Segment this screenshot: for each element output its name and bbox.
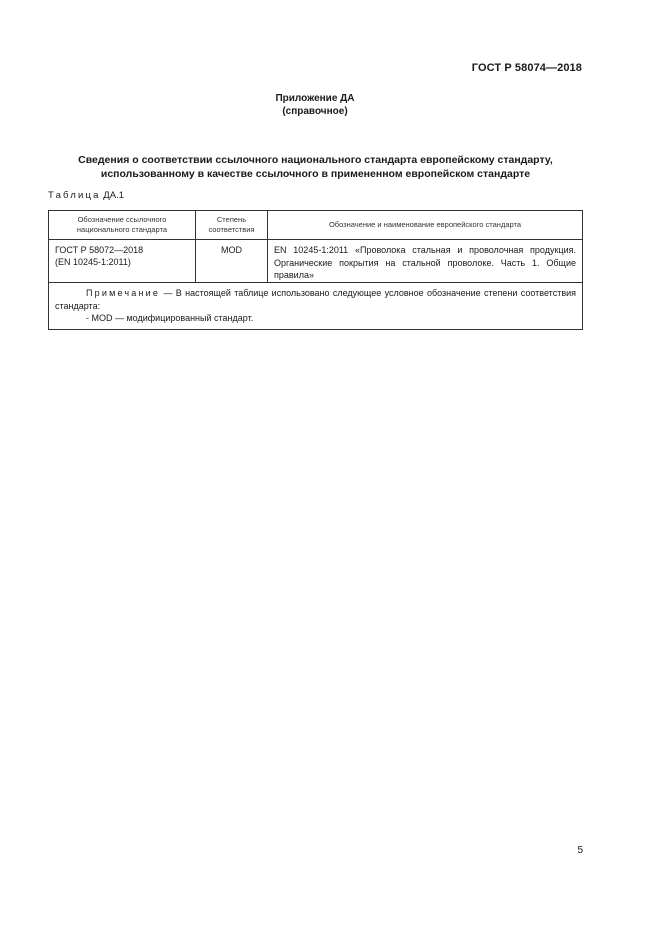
header-national-standard [49, 211, 196, 240]
table-caption-label: Таблица [48, 190, 101, 201]
annex-block [0, 92, 630, 118]
section-heading-line1: Сведения о соответствии ссылочного национального стандарта европейскому стандарту, [78, 154, 553, 166]
section-heading [48, 153, 583, 181]
annex-title: Приложение ДА [275, 93, 355, 104]
cell-degree: MOD [196, 240, 268, 283]
national-standard-equivalent: (EN 10245-1:2011) [55, 257, 131, 267]
table-row [49, 240, 583, 283]
note-body: — В настоящей таблице использовано следующее условное обозначение степени соответствия стандарта: [55, 288, 576, 311]
table-header-row [49, 211, 583, 240]
note-item: - MOD — модифицированный стандарт. [86, 313, 254, 323]
conformity-table [48, 210, 583, 330]
section-heading-line2: использованному в качестве ссылочного в примененном европейском стандарте [100, 168, 531, 180]
note-label: Примечание [86, 288, 161, 298]
annex-subtitle: (справочное) [282, 106, 348, 117]
table-note [49, 283, 583, 330]
national-standard-code: ГОСТ Р 58072—2018 [55, 245, 144, 255]
header-national-line2: национального стандарта [76, 225, 168, 234]
header-european-line1: Обозначение и наименование европейского стандарта [328, 220, 522, 229]
header-european-standard [268, 211, 583, 240]
header-national-line1: Обозначение ссылочного [77, 215, 167, 224]
table-caption-number: ДА.1 [103, 190, 124, 201]
table-note-row [49, 283, 583, 330]
cell-european-standard: EN 10245-1:2011 «Проволока стальная и проволочная продукция. Органические покрытия на стальной проволоке. Часть 1. Общие правила» [268, 240, 583, 283]
document-id: ГОСТ Р 58074—2018 [471, 62, 582, 74]
header-degree [196, 211, 268, 240]
header-degree-line1: Степень [216, 215, 247, 224]
cell-national-standard [49, 240, 196, 283]
page-number: 5 [577, 845, 583, 856]
note-text [55, 287, 576, 312]
header-degree-line2: соответствия [208, 225, 255, 234]
table-caption [48, 190, 124, 201]
